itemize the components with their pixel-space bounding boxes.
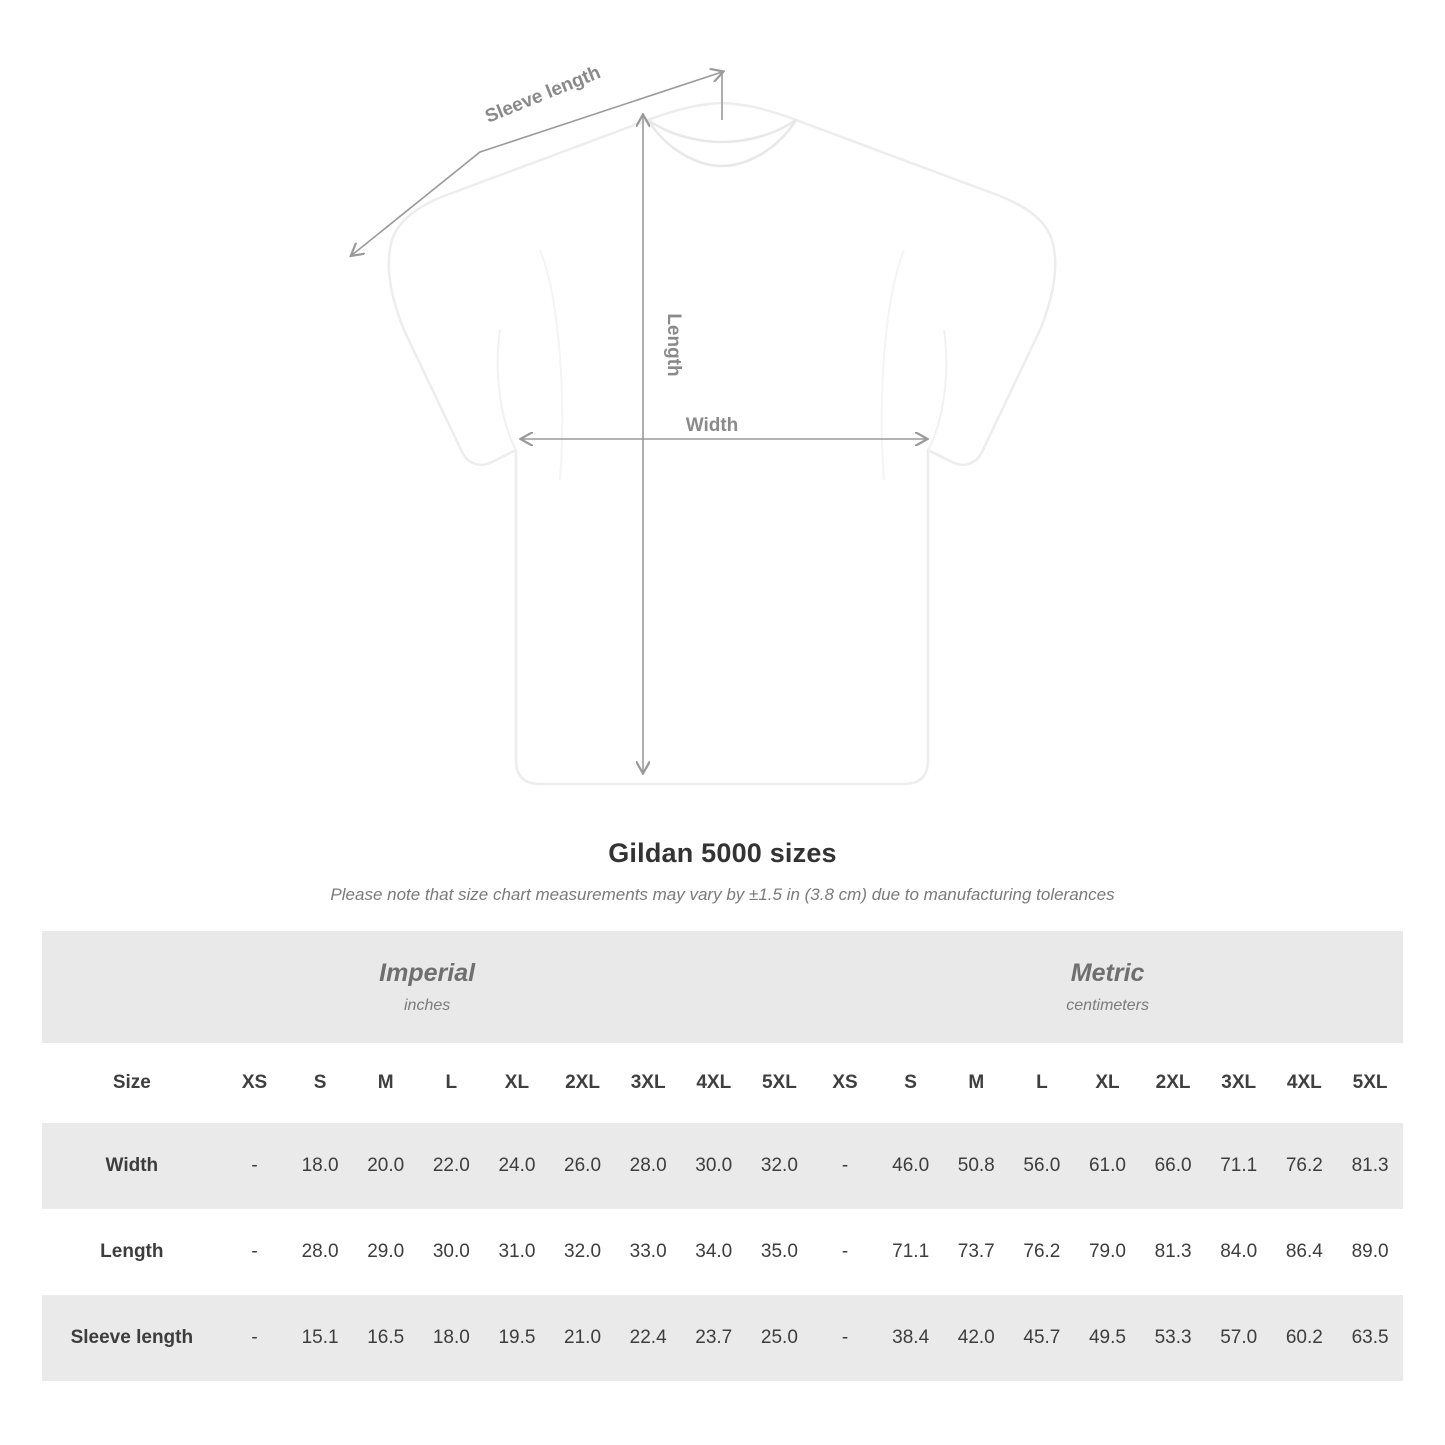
cell-length-metric-8: 89.0 bbox=[1337, 1209, 1403, 1295]
cell-width-metric-4: 61.0 bbox=[1075, 1123, 1141, 1209]
size-table-wrap bbox=[42, 931, 1403, 1381]
title-block bbox=[0, 838, 1445, 905]
size-col-imperial-3: L bbox=[419, 1043, 485, 1123]
metric-unit-header bbox=[812, 931, 1403, 1043]
cell-length-imperial-3: 30.0 bbox=[419, 1209, 485, 1295]
metric-unit-sub: centimeters bbox=[1066, 997, 1149, 1014]
size-col-imperial-0: XS bbox=[222, 1043, 288, 1123]
size-col-metric-2: M bbox=[943, 1043, 1009, 1123]
cell-length-metric-7: 86.4 bbox=[1272, 1209, 1338, 1295]
size-col-imperial-2: M bbox=[353, 1043, 419, 1123]
cell-width-metric-6: 71.1 bbox=[1206, 1123, 1272, 1209]
cell-width-metric-1: 46.0 bbox=[878, 1123, 944, 1209]
page-title: Gildan 5000 sizes bbox=[608, 838, 837, 868]
cell-width-imperial-0: - bbox=[222, 1123, 288, 1209]
metric-unit-name: Metric bbox=[1070, 959, 1145, 987]
cell-length-imperial-2: 29.0 bbox=[353, 1209, 419, 1295]
cell-sleeve-imperial-3: 18.0 bbox=[419, 1295, 485, 1381]
size-col-metric-7: 4XL bbox=[1272, 1043, 1338, 1123]
cell-length-metric-6: 84.0 bbox=[1206, 1209, 1272, 1295]
size-col-imperial-8: 5XL bbox=[747, 1043, 813, 1123]
imperial-unit-header bbox=[42, 931, 812, 1043]
imperial-unit-name: Imperial bbox=[379, 959, 476, 987]
imperial-unit-sub: inches bbox=[403, 997, 451, 1014]
cell-sleeve-imperial-4: 19.5 bbox=[484, 1295, 550, 1381]
cell-length-metric-1: 71.1 bbox=[878, 1209, 944, 1295]
cell-length-metric-5: 81.3 bbox=[1140, 1209, 1206, 1295]
cell-sleeve-imperial-2: 16.5 bbox=[353, 1295, 419, 1381]
size-col-imperial-7: 4XL bbox=[681, 1043, 747, 1123]
size-col-metric-4: XL bbox=[1075, 1043, 1141, 1123]
cell-sleeve-metric-4: 49.5 bbox=[1075, 1295, 1141, 1381]
sleeve-length-label: Sleeve length bbox=[482, 62, 604, 128]
cell-width-imperial-1: 18.0 bbox=[287, 1123, 353, 1209]
cell-width-imperial-3: 22.0 bbox=[419, 1123, 485, 1209]
cell-sleeve-metric-5: 53.3 bbox=[1140, 1295, 1206, 1381]
size-col-metric-6: 3XL bbox=[1206, 1043, 1272, 1123]
width-label: Width bbox=[685, 415, 739, 436]
cell-width-imperial-6: 28.0 bbox=[615, 1123, 681, 1209]
cell-width-metric-8: 81.3 bbox=[1337, 1123, 1403, 1209]
cell-width-imperial-4: 24.0 bbox=[484, 1123, 550, 1209]
cell-sleeve-metric-1: 38.4 bbox=[878, 1295, 944, 1381]
cell-length-metric-0: - bbox=[812, 1209, 878, 1295]
cell-sleeve-imperial-5: 21.0 bbox=[550, 1295, 616, 1381]
size-col-metric-3: L bbox=[1009, 1043, 1075, 1123]
cell-width-metric-7: 76.2 bbox=[1272, 1123, 1338, 1209]
unit-header-row bbox=[42, 931, 1403, 1043]
cell-width-metric-5: 66.0 bbox=[1140, 1123, 1206, 1209]
cell-width-imperial-7: 30.0 bbox=[681, 1123, 747, 1209]
cell-width-imperial-2: 20.0 bbox=[353, 1123, 419, 1209]
cell-sleeve-imperial-0: - bbox=[222, 1295, 288, 1381]
cell-length-imperial-7: 34.0 bbox=[681, 1209, 747, 1295]
cell-length-metric-4: 79.0 bbox=[1075, 1209, 1141, 1295]
size-col-imperial-1: S bbox=[287, 1043, 353, 1123]
tolerance-note: Please note that size chart measurements may vary by ±1.5 in (3.8 cm) due to manufacturing tolerances bbox=[330, 885, 1115, 904]
cell-length-imperial-5: 32.0 bbox=[550, 1209, 616, 1295]
cell-sleeve-metric-6: 57.0 bbox=[1206, 1295, 1272, 1381]
size-col-metric-5: 2XL bbox=[1140, 1043, 1206, 1123]
cell-sleeve-metric-0: - bbox=[812, 1295, 878, 1381]
size-col-metric-8: 5XL bbox=[1337, 1043, 1403, 1123]
cell-sleeve-metric-8: 63.5 bbox=[1337, 1295, 1403, 1381]
cell-length-imperial-8: 35.0 bbox=[747, 1209, 813, 1295]
cell-width-imperial-8: 32.0 bbox=[747, 1123, 813, 1209]
cell-sleeve-metric-3: 45.7 bbox=[1009, 1295, 1075, 1381]
table-row bbox=[42, 1123, 1403, 1209]
cell-length-imperial-4: 31.0 bbox=[484, 1209, 550, 1295]
size-col-imperial-4: XL bbox=[484, 1043, 550, 1123]
row-label-sleeve-length: Sleeve length bbox=[42, 1295, 222, 1381]
cell-sleeve-metric-7: 60.2 bbox=[1272, 1295, 1338, 1381]
tshirt-shape bbox=[389, 103, 1055, 784]
cell-width-imperial-5: 26.0 bbox=[550, 1123, 616, 1209]
cell-length-metric-3: 76.2 bbox=[1009, 1209, 1075, 1295]
cell-sleeve-imperial-1: 15.1 bbox=[287, 1295, 353, 1381]
size-header-row bbox=[42, 1043, 1403, 1123]
length-label: Length bbox=[663, 313, 684, 377]
cell-sleeve-imperial-6: 22.4 bbox=[615, 1295, 681, 1381]
cell-length-metric-2: 73.7 bbox=[943, 1209, 1009, 1295]
size-table bbox=[42, 931, 1403, 1381]
size-col-metric-0: XS bbox=[812, 1043, 878, 1123]
cell-sleeve-imperial-8: 25.0 bbox=[747, 1295, 813, 1381]
cell-length-imperial-1: 28.0 bbox=[287, 1209, 353, 1295]
cell-sleeve-metric-2: 42.0 bbox=[943, 1295, 1009, 1381]
size-col-metric-1: S bbox=[878, 1043, 944, 1123]
row-label-length: Length bbox=[42, 1209, 222, 1295]
table-row bbox=[42, 1295, 1403, 1381]
cell-width-metric-3: 56.0 bbox=[1009, 1123, 1075, 1209]
cell-width-metric-2: 50.8 bbox=[943, 1123, 1009, 1209]
row-label-width: Width bbox=[42, 1123, 222, 1209]
cell-width-metric-0: - bbox=[812, 1123, 878, 1209]
size-col-imperial-5: 2XL bbox=[550, 1043, 616, 1123]
cell-length-imperial-0: - bbox=[222, 1209, 288, 1295]
cell-sleeve-imperial-7: 23.7 bbox=[681, 1295, 747, 1381]
size-col-imperial-6: 3XL bbox=[615, 1043, 681, 1123]
cell-length-imperial-6: 33.0 bbox=[615, 1209, 681, 1295]
table-row bbox=[42, 1209, 1403, 1295]
size-row-label: Size bbox=[42, 1043, 222, 1123]
